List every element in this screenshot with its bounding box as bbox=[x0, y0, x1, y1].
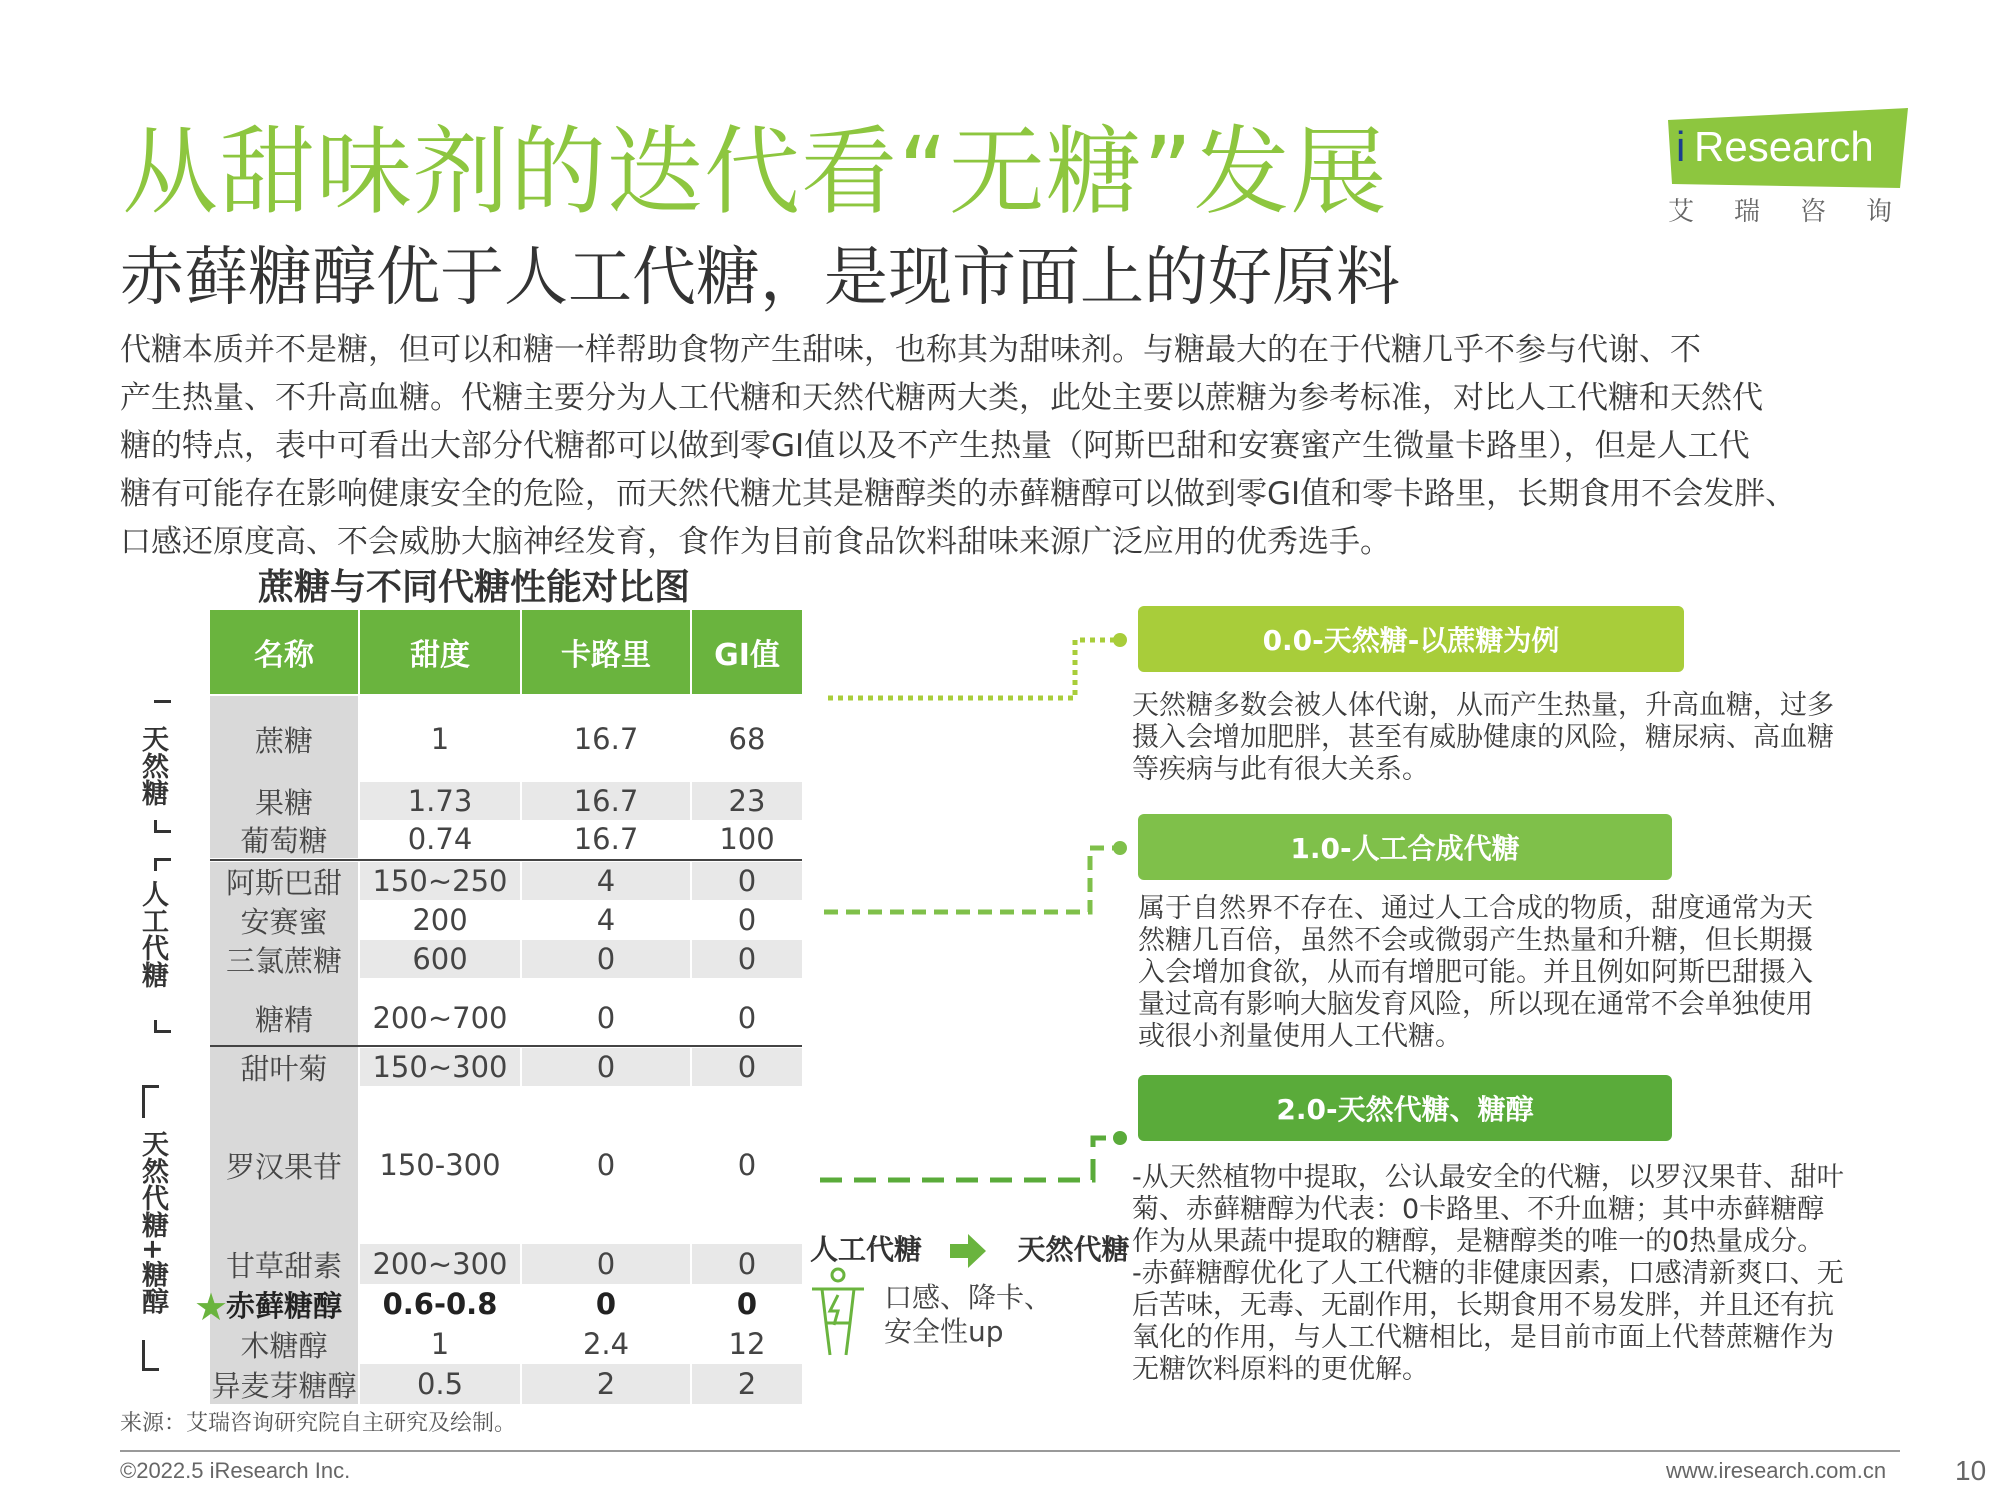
connector-dot bbox=[1113, 841, 1127, 855]
cell-sweetness: 150~250 bbox=[360, 862, 520, 900]
cell-name: 甘草甜素 bbox=[210, 1244, 358, 1284]
bracket-bottom bbox=[154, 820, 171, 833]
cell-name: 葡萄糖 bbox=[210, 820, 358, 858]
bracket-top bbox=[142, 1085, 159, 1118]
connector-dot bbox=[1113, 1131, 1127, 1145]
stage-label-natural-sugar: 0.0-天然糖-以蔗糖为例 bbox=[1138, 606, 1684, 672]
cell-sweetness: 200 bbox=[412, 903, 468, 937]
desc-line: 量过高有影响大脑发育风险，所以现在通常不会单独使用 bbox=[1138, 989, 1813, 1020]
desc-line: 无糖饮料原料的更优解。 bbox=[1132, 1354, 1429, 1385]
intro-line: 糖的特点，表中可看出大部分代糖都可以做到零GI值以及不产生热量（阿斯巴甜和安赛蜜产生微量卡路里），但是人工代 bbox=[120, 428, 1750, 464]
footer-divider bbox=[120, 1450, 1900, 1452]
table-row bbox=[210, 862, 802, 900]
header-gi: GI值 bbox=[692, 610, 802, 694]
cell-sweetness: 1 bbox=[430, 722, 450, 756]
group-label-text: 天然代糖+糖醇 bbox=[137, 1130, 168, 1315]
cell-sweetness: 0.5 bbox=[360, 1364, 520, 1404]
desc-line: 作为从果蔬中提取的糖醇，是糖醇类的唯一的0热量成分。 bbox=[1132, 1226, 1825, 1257]
table-row bbox=[210, 1048, 802, 1086]
cell-calories: 0 bbox=[596, 1001, 616, 1035]
group-label-natural-sugar bbox=[137, 725, 167, 813]
cell-name: 果糖 bbox=[210, 782, 358, 820]
connector-lines bbox=[820, 630, 1140, 1190]
logo-chinese-name: 艾瑞咨询 bbox=[1668, 197, 1933, 227]
stage-desc-artificial bbox=[1138, 893, 1813, 1053]
cell-calories: 2 bbox=[522, 1364, 690, 1404]
intro-line: 代糖本质并不是糖，但可以和糖一样帮助食物产生甜味，也称其为甜味剂。与糖最大的在于代糖几乎不参与代谢、不 bbox=[120, 332, 1701, 368]
table-row bbox=[210, 900, 802, 940]
table-row bbox=[210, 820, 802, 858]
bracket-bottom bbox=[142, 1340, 159, 1371]
desc-line: 后苦味，无毒、无副作用，长期食用不易发胖，并且还有抗 bbox=[1132, 1290, 1834, 1321]
cell-gi: 12 bbox=[728, 1327, 766, 1361]
evolution-from: 人工代糖 bbox=[810, 1233, 923, 1266]
desc-line: 氧化的作用，与人工代糖相比，是目前市面上代替蔗糖作为 bbox=[1132, 1322, 1834, 1353]
table-row-highlight bbox=[210, 1284, 802, 1324]
cell-name: 安赛蜜 bbox=[210, 900, 358, 940]
cell-name: 异麦芽糖醇 bbox=[210, 1364, 358, 1404]
group-label-text: 人工代糖 bbox=[137, 880, 168, 988]
intro-line: 口感还原度高、不会威胁大脑神经发育，食作为目前食品饮料甜味来源广泛应用的优秀选手。 bbox=[120, 524, 1391, 560]
cell-calories: 0 bbox=[595, 1287, 617, 1321]
desc-line: 菊、赤藓糖醇为代表：0卡路里、不升血糖；其中赤藓糖醇 bbox=[1132, 1194, 1825, 1225]
table-header bbox=[210, 610, 802, 694]
desc-line: 天然糖多数会被人体代谢，从而产生热量，升高血糖，过多 bbox=[1132, 690, 1834, 721]
cell-gi: 0 bbox=[692, 1244, 802, 1284]
note-line: 口感、降卡、 bbox=[884, 1281, 1053, 1314]
connector-natural-substitute bbox=[820, 1138, 1120, 1180]
iresearch-logo bbox=[1668, 108, 1933, 228]
table-row bbox=[210, 696, 802, 782]
cell-gi: 0 bbox=[692, 940, 802, 978]
table-row bbox=[210, 1324, 802, 1364]
source-note: 来源：艾瑞咨询研究院自主研究及绘制。 bbox=[120, 1411, 517, 1436]
group-label-text: 天然糖 bbox=[137, 725, 168, 806]
table-title: 蔗糖与不同代糖性能对比图 bbox=[258, 567, 691, 608]
star-icon: ★ bbox=[194, 1285, 229, 1329]
connector-dot bbox=[1113, 633, 1127, 647]
table-row bbox=[210, 782, 802, 820]
arrow-right-icon bbox=[950, 1234, 990, 1268]
cell-gi: 68 bbox=[728, 722, 766, 756]
page-title: 从甜味剂的迭代看“无糖”发展 bbox=[122, 116, 1388, 228]
stage-desc-natural-substitute bbox=[1132, 1162, 1844, 1386]
page-number: 10 bbox=[1955, 1455, 1987, 1486]
table-row bbox=[210, 1244, 802, 1284]
cell-name: 罗汉果苷 bbox=[210, 1086, 358, 1244]
cell-gi: 0 bbox=[737, 1001, 757, 1035]
cell-name: 木糖醇 bbox=[210, 1324, 358, 1364]
cell-gi: 23 bbox=[692, 782, 802, 820]
cell-gi: 100 bbox=[719, 822, 775, 856]
cell-name: 蔗糖 bbox=[210, 696, 358, 782]
desc-line: 属于自然界不存在、通过人工合成的物质，甜度通常为天 bbox=[1138, 893, 1813, 924]
cell-sweetness: 600 bbox=[360, 940, 520, 978]
connector-natural-sugar bbox=[828, 640, 1120, 698]
group-label-natural-substitute bbox=[137, 1130, 167, 1322]
cell-gi: 0 bbox=[737, 1148, 757, 1182]
cell-sweetness: 200~700 bbox=[372, 1001, 508, 1035]
cell-gi: 0 bbox=[692, 1048, 802, 1086]
intro-paragraph bbox=[120, 326, 1910, 566]
desc-line: 或很小剂量使用人工代糖。 bbox=[1138, 1021, 1462, 1052]
cell-sweetness: 1.73 bbox=[360, 782, 520, 820]
cell-name: 赤藓糖醇 bbox=[210, 1284, 358, 1324]
cell-sweetness: 0.6-0.8 bbox=[382, 1287, 498, 1321]
table-row bbox=[210, 1086, 802, 1244]
cell-sweetness: 150-300 bbox=[379, 1148, 501, 1182]
desc-line: 等疾病与此有很大关系。 bbox=[1132, 754, 1429, 785]
cell-calories: 16.7 bbox=[573, 722, 639, 756]
desc-line: -赤藓糖醇优化了人工代糖的非健康因素，口感清新爽口、无 bbox=[1132, 1258, 1844, 1289]
connector-artificial bbox=[824, 848, 1120, 912]
cell-calories: 0 bbox=[522, 1244, 690, 1284]
stage-label-natural-substitute: 2.0-天然代糖、糖醇 bbox=[1138, 1075, 1672, 1141]
desc-line: -从天然植物中提取，公认最安全的代糖，以罗汉果苷、甜叶 bbox=[1132, 1162, 1844, 1193]
page-subtitle: 赤藓糖醇优于人工代糖，是现市面上的好原料 bbox=[120, 241, 1400, 315]
evolution-to: 天然代糖 bbox=[1017, 1233, 1130, 1266]
bracket-top bbox=[154, 700, 171, 703]
bracket-top bbox=[154, 858, 171, 871]
cell-sweetness: 1 bbox=[430, 1327, 450, 1361]
cell-name: 糖精 bbox=[210, 978, 358, 1058]
footer-copyright: ©2022.5 iResearch Inc. bbox=[120, 1458, 351, 1483]
cell-sweetness: 0.74 bbox=[407, 822, 473, 856]
cell-calories: 4 bbox=[596, 903, 616, 937]
desc-line: 摄入会增加肥胖，甚至有威胁健康的风险，糖尿病、高血糖 bbox=[1132, 722, 1834, 753]
cell-gi: 0 bbox=[692, 862, 802, 900]
cell-sweetness: 200~300 bbox=[360, 1244, 520, 1284]
header-sweetness: 甜度 bbox=[360, 610, 520, 694]
cell-calories: 16.7 bbox=[573, 822, 639, 856]
cell-calories: 2.4 bbox=[582, 1327, 630, 1361]
stage-desc-natural-sugar bbox=[1132, 690, 1834, 786]
cell-name: 阿斯巴甜 bbox=[210, 862, 358, 900]
cell-gi: 0 bbox=[737, 903, 757, 937]
cell-calories: 0 bbox=[522, 940, 690, 978]
cell-calories: 0 bbox=[596, 1148, 616, 1182]
desc-line: 入会增加食欲，从而有增肥可能。并且例如阿斯巴甜摄入 bbox=[1138, 957, 1813, 988]
cell-calories: 16.7 bbox=[522, 782, 690, 820]
intro-line: 糖有可能存在影响健康安全的危险，而天然代糖尤其是糖醇类的赤藓糖醇可以做到零GI值和零卡路里，长期食用不会发胖、 bbox=[120, 476, 1797, 512]
note-line: 安全性up bbox=[884, 1315, 1004, 1348]
logo-i: i bbox=[1676, 123, 1686, 170]
evolution-note bbox=[884, 1281, 1052, 1349]
stage-label-artificial: 1.0-人工合成代糖 bbox=[1138, 814, 1672, 880]
table-row bbox=[210, 940, 802, 978]
cell-calories: 4 bbox=[522, 862, 690, 900]
footer-url[interactable]: www.iresearch.com.cn bbox=[1666, 1458, 1887, 1483]
cell-sweetness: 150~300 bbox=[360, 1048, 520, 1086]
evolution-label bbox=[810, 1228, 1130, 1268]
header-name: 名称 bbox=[210, 610, 358, 694]
logo-wordmark: Research bbox=[1694, 123, 1874, 170]
intro-line: 产生热量、不升高血糖。代糖主要分为人工代糖和天然代糖两大类，此处主要以蔗糖为参考标准，对比人工代糖和天然代 bbox=[120, 380, 1763, 416]
cell-gi: 2 bbox=[692, 1364, 802, 1404]
cell-name: 甜叶菊 bbox=[210, 1048, 358, 1086]
cell-calories: 0 bbox=[522, 1048, 690, 1086]
cell-gi: 0 bbox=[736, 1287, 758, 1321]
bracket-bottom bbox=[154, 1020, 171, 1033]
person-up-icon bbox=[808, 1267, 868, 1359]
table-row bbox=[210, 1364, 802, 1404]
cell-name: 三氯蔗糖 bbox=[210, 940, 358, 978]
header-calories: 卡路里 bbox=[522, 610, 690, 694]
desc-line: 然糖几百倍，虽然不会或微弱产生热量和升糖，但长期摄 bbox=[1138, 925, 1813, 956]
group-label-artificial bbox=[137, 880, 167, 995]
